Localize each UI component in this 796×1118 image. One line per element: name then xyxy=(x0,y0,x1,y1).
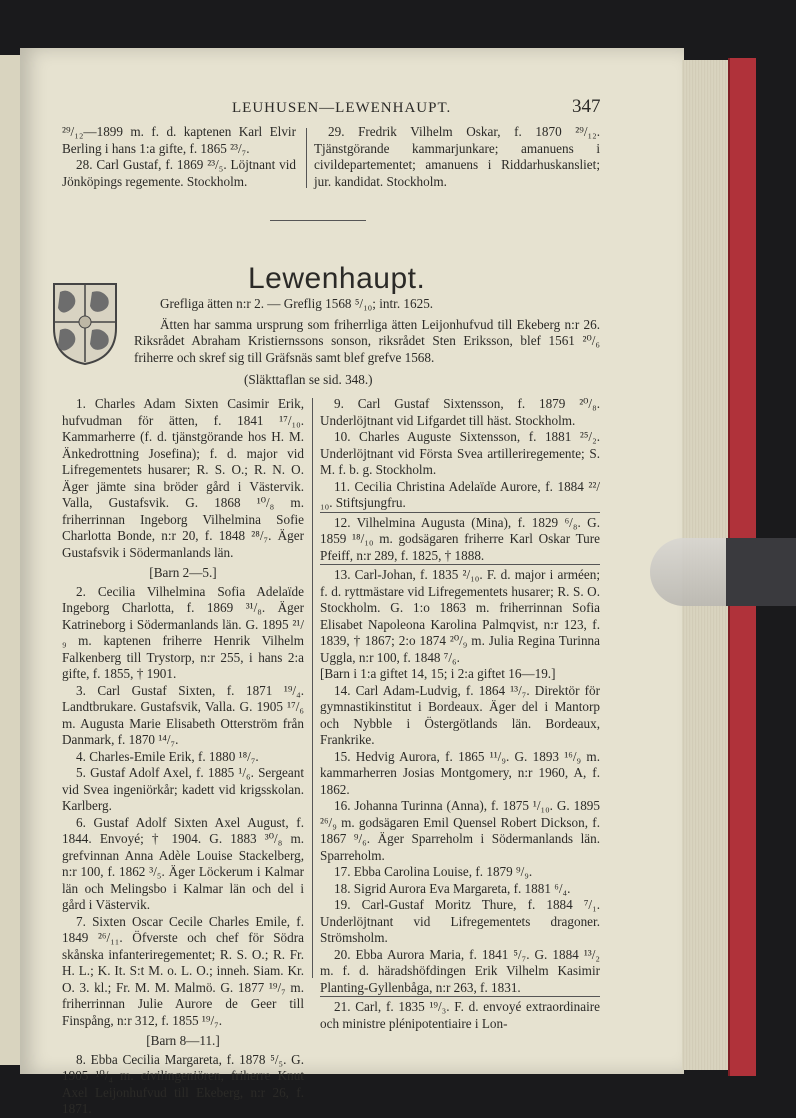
entry: 7. Sixten Oscar Cecile Charles Emile, f. 1849 ²⁶/₁₁. Öfverste och chef för Södra skånska infanteriregementet; R. S. O.; R. Fr. H. L.; K. It. S:t M. o. L. O.; inneh. Siam. Kr. O. 3. kl.; Fr. M. M. Malmö. G. 1877 ¹⁹/₇ m. friherrinnan Julie Aurore de Geer till Finspång, n:r 312, f. 1855 ¹⁹/₇. xyxy=(62,913,304,1028)
column-divider xyxy=(312,398,313,978)
entry: 29. Fredrik Vilhelm Oskar, f. 1870 ²⁹/₁₂. Tjänstgörande kammarjunkare; amanuens i civildepartementet; amanuens i Riddarhuskansliet; jur. kandidat. Stockholm. xyxy=(314,124,600,189)
entry: 5. Gustaf Adolf Axel, f. 1885 ¹/₆. Sergeant vid Svea ingeniörkår; kadett vid krigsskolan. Karlberg. xyxy=(62,765,304,813)
children-ref: [Barn i 1:a giftet 14, 15; i 2:a giftet 16—19.] xyxy=(320,666,556,681)
column-divider xyxy=(306,128,307,188)
entry: 28. Carl Gustaf, f. 1869 ²³/₅. Löjtnant vid Jönköpings regemente. Stockholm. xyxy=(62,157,296,189)
page-number: 347 xyxy=(572,96,601,117)
entry: 13. Carl-Johan, f. 1835 ²/₁₀. F. d. major i arméen; f. d. ryttmästare vid Lifregementets husarer; R. S. O. Stockholm. G. 1:o 1863 m. friherrinnan Sofia Elisabet Napoleona Karolina Palmqvist, n:r 123, f. 1839, † 1867; 2:o 1874 ²⁰/₉ m. Julia Regina Turinna Uggla, n:r 100, f. 1848 ⁷/₆. xyxy=(320,564,600,666)
family-intro xyxy=(134,296,600,366)
entry: 2. Cecilia Vilhelmina Sofia Adelaïde Ingeborg Charlotta, f. 1869 ³¹/₈. Äger Katrineborg i Södermanlands län. G. 1895 ²¹/₉ m. kaptenen friherre Henrik Vilhelm Falkenberg till Trystorp, n:r 255, i hans 2:a gifte, f. 1855, † 1901. xyxy=(62,583,304,681)
entry: 21. Carl, f. 1835 ¹⁹/₃. F. d. envoyé extraordinaire och ministre plénipotentiaire i Lon- xyxy=(320,996,600,1032)
page-clip-shadow xyxy=(726,538,796,606)
running-head: LEUHUSEN—LEWENHAUPT. xyxy=(232,100,452,116)
family-line2: Ätten har samma ursprung som friherrliga ätten Leijonhufvud till Ekeberg n:r 26. Riksrådet Abraham Kristiernssons sonson, riksrådet Sten Eriksson, blef 1561 ²⁰/₆ friherre och skref sig till Gräfsnäs samt blef grefve 1568. xyxy=(134,316,600,365)
top-left-column xyxy=(62,124,296,190)
entry: 3. Carl Gustaf Sixten, f. 1871 ¹⁹/₄. Landtbrukare. Gustafsvik, Valla. G. 1905 ¹⁷/₆ m. Augusta Marie Elisabeth Otterström från Danmark, f. 1870 ¹⁴/₇. xyxy=(62,682,304,747)
entry: 18. Sigrid Aurora Eva Margareta, f. 1881 ⁶/₄. xyxy=(334,880,571,896)
coat-of-arms-icon xyxy=(52,282,118,366)
family-line1: Grefliga ätten n:r 2. — Greflig 1568 ⁵/₁₀; intr. 1625. xyxy=(160,296,434,311)
entry: 4. Charles-Emile Erik, f. 1880 ¹⁸/₇. xyxy=(76,748,259,764)
children-ref: [Barn 8—11.] xyxy=(146,1033,220,1048)
entry: 10. Charles Auguste Sixtensson, f. 1881 ²⁵/₂. Underlöjtnant vid Första Svea artilleriregemente; S. M. f. b. g. Stockholm. xyxy=(320,429,600,477)
entry: 6. Gustaf Adolf Sixten Axel August, f. 1844. Envoyé; † 1904. G. 1883 ³⁰/₈ m. grefvinnan Anna Adèle Louise Stackelberg, n:r 100, f. 1862 ³/₅. Äger Löckerum i Kalmar län och Melingsbo i Kalmar län och del i gård i Västervik. xyxy=(62,814,304,912)
entry: 19. Carl-Gustaf Moritz Thure, f. 1884 ⁷/₁. Underlöjtnant vid Lifregementets dragoner. Strömsholm. xyxy=(320,897,600,945)
family-title: Lewenhaupt. xyxy=(248,262,426,295)
right-column xyxy=(320,396,600,1032)
entry: 16. Johanna Turinna (Anna), f. 1875 ¹/₁₀. G. 1895 ²⁶/₉ m. godsägaren Emil Quensel Robert Dickson, f. 1867 ⁹/₆. Äger Sparreholm i Södermanlands län. Sparreholm. xyxy=(320,798,600,863)
entry: 14. Carl Adam-Ludvig, f. 1864 ¹³/₇. Direktör för gymnastikinstitut i Bordeaux. Äger del i Mantorp och Nybble i Östergötlands län. Bordeaux, Frankrike. xyxy=(320,682,600,747)
entry: 12. Vilhelmina Augusta (Mina), f. 1829 ⁶/₈. G. 1859 ¹⁸/₁₀ m. godsägaren friherre Karl Oskar Ture Pfeiff, n:r 289, f. 1825, † 1888. xyxy=(320,512,600,565)
entry: 15. Hedvig Aurora, f. 1865 ¹¹/₉. G. 1893 ¹⁶/₉ m. kammarherren Josias Montgomery, n:r 1960, A, f. 1862. xyxy=(320,748,600,797)
entry: 1. Charles Adam Sixten Casimir Erik, hufvudman för ätten, f. 1841 ¹⁷/₁₀. Kammarherre (f. d. tjänstgörande hos H. M. Änkedrottning Josefina); f. d. major vid Lifregementets husarer; R. S. O.; R. N. O. Äger jämte sina bröder gård i Västervik. Valla, Gustafsvik. G. 1868 ¹⁰/₈ m. friherrinnan Ingeborg Vilhelmina Sofie Charlotta Bonde, n:r 20, f. 1848 ²⁸/₇. Äger Gustafsvik i Södermanlands län. xyxy=(62,396,304,560)
left-column xyxy=(62,396,304,1118)
entry: 17. Ebba Carolina Louise, f. 1879 ⁹/₉. xyxy=(334,864,533,879)
entry: 8. Ebba Cecilia Margareta, f. 1878 ⁵/₅. G. 1905 ¹⁰/₄ m. civilingeniören, friherre Knut Axel Leijonhufvud till Ekeberg, n:r 26, f. 1871. xyxy=(62,1051,304,1116)
family-tree-ref: (Släkttaflan se sid. 348.) xyxy=(244,372,373,387)
text-line: ²⁹/₁₂—1899 m. f. d. kaptenen Karl Elvir Berling i hans 1:a gifte, f. 1865 ²³/₇. xyxy=(62,124,296,156)
top-right-column xyxy=(314,124,600,190)
entry: 20. Ebba Aurora Maria, f. 1841 ⁵/₇. G. 1884 ¹³/₂ m. f. d. häradshöfdingen Erik Vilhelm Kasimir Planting-Gyllenbåga, n:r 263, f. 1831. xyxy=(320,946,600,995)
section-rule xyxy=(270,220,366,221)
children-ref: [Barn 2—5.] xyxy=(149,565,217,580)
entry: 11. Cecilia Christina Adelaïde Aurore, f. 1884 ²²/₁₀. Stiftsjungfru. xyxy=(320,478,600,510)
entry: 9. Carl Gustaf Sixtensson, f. 1879 ²⁰/₈. Underlöjtnant vid Lifgardet till häst. Stockholm. xyxy=(320,396,600,428)
